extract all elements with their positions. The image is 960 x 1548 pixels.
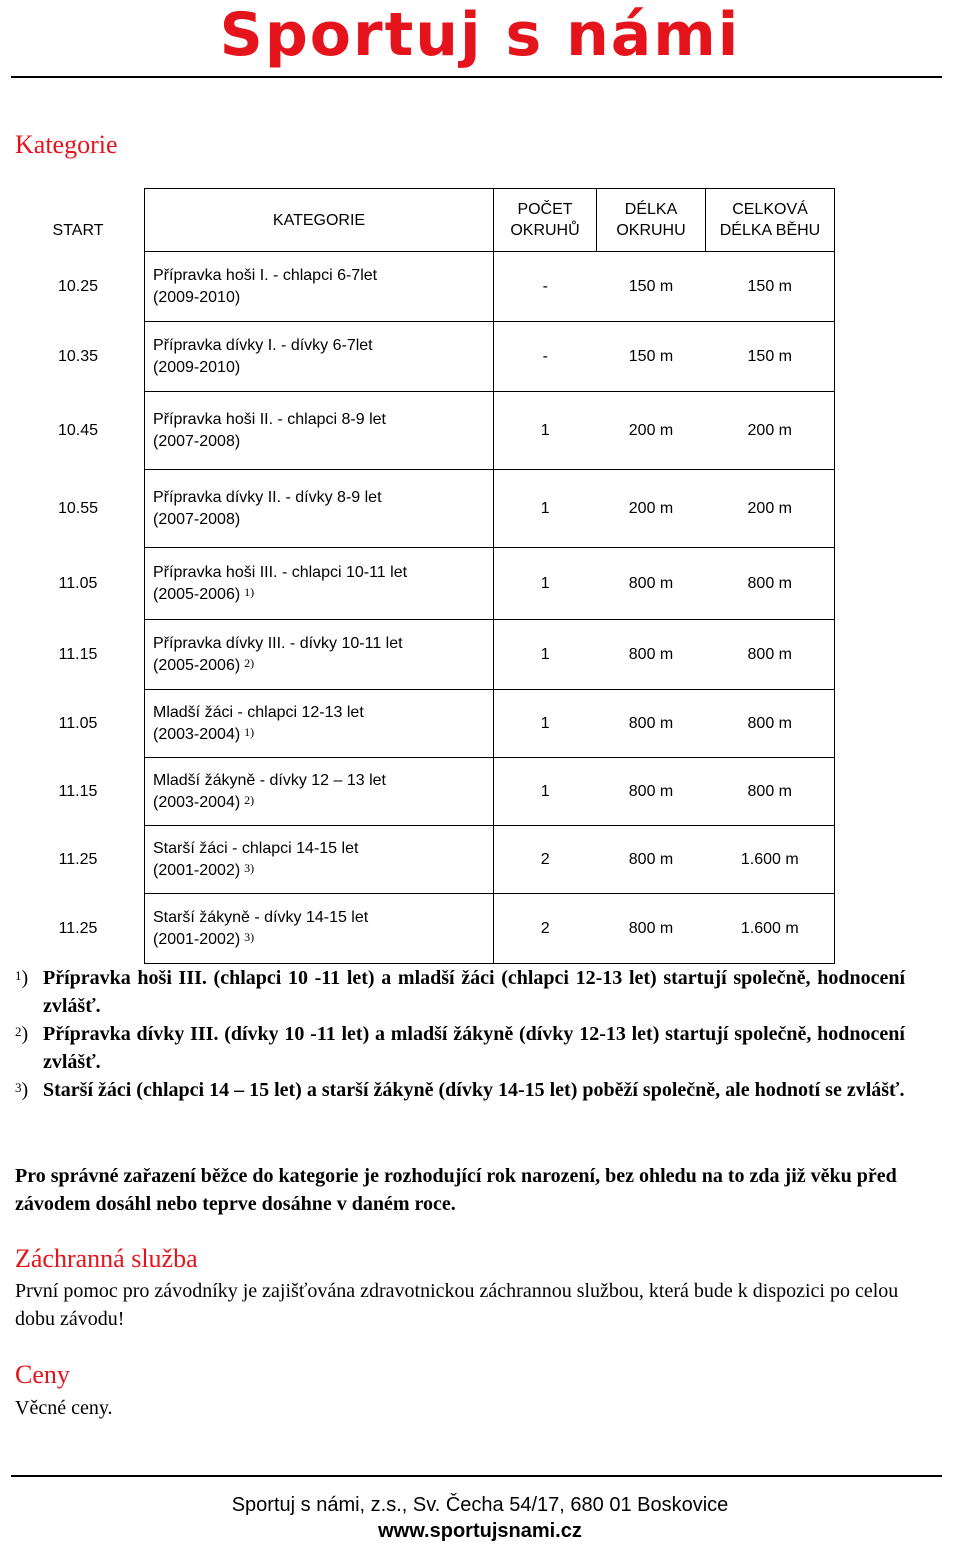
cell-start: 11.05	[58, 714, 98, 732]
heading-kategorie: Kategorie	[15, 130, 118, 159]
table-row	[12, 252, 835, 322]
kategorie-years: (2007-2008)	[153, 432, 241, 450]
cell-kategorie	[145, 826, 494, 894]
cell-celkova: 150 m	[706, 252, 835, 322]
heading-zachranna-sluzba: Záchranná služba	[15, 1244, 198, 1273]
cell-kategorie	[145, 322, 494, 392]
table-row	[12, 470, 835, 548]
table-row	[12, 620, 835, 690]
cell-pocet: 2	[494, 826, 597, 894]
cell-delka: 200 m	[597, 470, 706, 548]
cell-kategorie	[145, 894, 494, 964]
table-row	[12, 392, 835, 470]
cell-kategorie	[145, 690, 494, 758]
kategorie-years: (2001-2002) $^{3)}$	[153, 860, 255, 879]
header-celkova: CELKOVÁ DÉLKA BĚHU	[706, 189, 835, 252]
footnotes	[15, 964, 905, 1104]
cell-delka: 800 m	[597, 548, 706, 620]
footnote: $^1$) Přípravka hoši III. (chlapci 10 -11 let) a mladší žáci (chlapci 12-13 let) startují společně, hodnocení zvlášť.	[15, 967, 905, 1017]
table-row	[12, 894, 835, 964]
kategorie-years: (2003-2004) $^{2)}$	[153, 792, 255, 811]
cell-delka: 200 m	[597, 392, 706, 470]
kategorie-years: (2005-2006) $^{2)}$	[153, 655, 255, 674]
cell-start: 10.35	[57, 347, 99, 365]
cell-kategorie	[145, 252, 494, 322]
cell-delka: 800 m	[597, 620, 706, 690]
cell-pocet: 1	[494, 620, 597, 690]
cell-celkova: 1.600 m	[706, 894, 835, 964]
kategorie-name: Přípravka hoši III. - chlapci 10-11 let	[153, 563, 408, 581]
header-divider	[11, 76, 942, 78]
ceny-text: Věcné ceny.	[15, 1397, 113, 1419]
kategorie-years: (2009-2010)	[153, 358, 241, 376]
cell-pocet: 1	[494, 392, 597, 470]
footnote-ref: 1)	[244, 724, 255, 739]
kategorie-name: Přípravka dívky I. - dívky 6-7let	[153, 336, 373, 354]
cell-start: 11.25	[58, 919, 98, 937]
footnote: $^2$) Přípravka dívky III. (dívky 10 -11 let) a mladší žákyně (dívky 12-13 let) startují společně, hodnocení zvlášť.	[15, 1023, 905, 1073]
birth-year-note: Pro správné zařazení běžce do kategorie je rozhodující rok narození, bez ohledu na to zda již věku před závodem dosáhl nebo teprve dosáhne v daném roce.	[15, 1165, 897, 1215]
cell-pocet: 1	[494, 758, 597, 826]
cell-delka: 800 m	[597, 894, 706, 964]
cell-pocet: -	[494, 252, 597, 322]
cell-kategorie	[145, 620, 494, 690]
footer-divider	[11, 1475, 942, 1477]
footnote-ref: 2)	[244, 655, 255, 670]
header-kategorie: KATEGORIE	[145, 189, 494, 252]
kategorie-name: Mladší žákyně - dívky 12 – 13 let	[153, 771, 386, 789]
kategorie-name: Přípravka hoši II. - chlapci 8-9 let	[153, 410, 386, 428]
kategorie-years: (2007-2008)	[153, 510, 241, 528]
footnote-ref: 3)	[244, 929, 255, 944]
kategorie-years: (2001-2002) $^{3)}$	[153, 929, 255, 948]
cell-pocet: 2	[494, 894, 597, 964]
kategorie-years: (2009-2010)	[153, 288, 241, 306]
cell-pocet: 1	[494, 548, 597, 620]
cell-delka: 800 m	[597, 826, 706, 894]
cell-delka: 150 m	[597, 252, 706, 322]
kategorie-years: (2003-2004) $^{1)}$	[153, 724, 255, 743]
cell-celkova: 200 m	[706, 470, 835, 548]
header-start: START	[52, 222, 104, 239]
footer-address: Sportuj s námi, z.s., Sv. Čecha 54/17, 680 01 Boskovice	[231, 1494, 729, 1516]
cell-delka: 800 m	[597, 690, 706, 758]
footnote: $^3$) Starší žáci (chlapci 14 – 15 let) a starší žákyně (dívky 14-15 let) poběží společně, ale hodnotí se zvlášť.	[15, 1079, 905, 1101]
cell-celkova: 800 m	[706, 758, 835, 826]
cell-delka: 800 m	[597, 758, 706, 826]
footnote-ref: 1)	[244, 584, 255, 599]
cell-start: 10.45	[57, 421, 99, 439]
zachranna-text: První pomoc pro závodníky je zajišťována zdravotnickou záchrannou službou, která bude k dispozici po celou dobu závodu!	[15, 1280, 899, 1330]
cell-start: 11.05	[58, 574, 98, 592]
footer-website[interactable]: www.sportujsnami.cz	[378, 1520, 582, 1542]
table-row	[12, 826, 835, 894]
table-row	[12, 322, 835, 392]
footnote-ref: 2)	[244, 792, 255, 807]
kategorie-name: Přípravka hoši I. - chlapci 6-7let	[153, 266, 378, 284]
cell-pocet: -	[494, 322, 597, 392]
cell-kategorie	[145, 758, 494, 826]
cell-start: 10.55	[57, 499, 99, 517]
cell-kategorie	[145, 548, 494, 620]
cell-kategorie	[145, 470, 494, 548]
cell-delka: 150 m	[597, 322, 706, 392]
heading-ceny: Ceny	[15, 1360, 70, 1389]
kategorie-name: Starší žákyně - dívky 14-15 let	[153, 908, 369, 926]
table-header-row	[12, 189, 835, 252]
cell-celkova: 800 m	[706, 690, 835, 758]
cell-celkova: 800 m	[706, 620, 835, 690]
cell-pocet: 1	[494, 470, 597, 548]
category-table	[12, 188, 835, 964]
kategorie-name: Přípravka dívky III. - dívky 10-11 let	[153, 634, 403, 652]
kategorie-name: Mladší žáci - chlapci 12-13 let	[153, 703, 364, 721]
cell-celkova: 1.600 m	[706, 826, 835, 894]
table-row	[12, 758, 835, 826]
cell-celkova: 800 m	[706, 548, 835, 620]
cell-start: 11.15	[58, 782, 98, 800]
cell-celkova: 200 m	[706, 392, 835, 470]
cell-celkova: 150 m	[706, 322, 835, 392]
footnote-ref: 3)	[244, 860, 255, 875]
kategorie-years: (2005-2006) $^{1)}$	[153, 584, 255, 603]
cell-start: 11.25	[58, 850, 98, 868]
table-row	[12, 548, 835, 620]
kategorie-name: Přípravka dívky II. - dívky 8-9 let	[153, 488, 382, 506]
cell-start: 10.25	[57, 277, 99, 295]
table-row	[12, 690, 835, 758]
logo: Sportuj s námi	[219, 0, 741, 70]
kategorie-name: Starší žáci - chlapci 14-15 let	[153, 839, 359, 857]
header-delka: DÉLKA OKRUHU	[597, 189, 706, 252]
cell-start: 11.15	[58, 645, 98, 663]
header-pocet: POČET OKRUHŮ	[494, 189, 597, 252]
cell-pocet: 1	[494, 690, 597, 758]
cell-kategorie	[145, 392, 494, 470]
